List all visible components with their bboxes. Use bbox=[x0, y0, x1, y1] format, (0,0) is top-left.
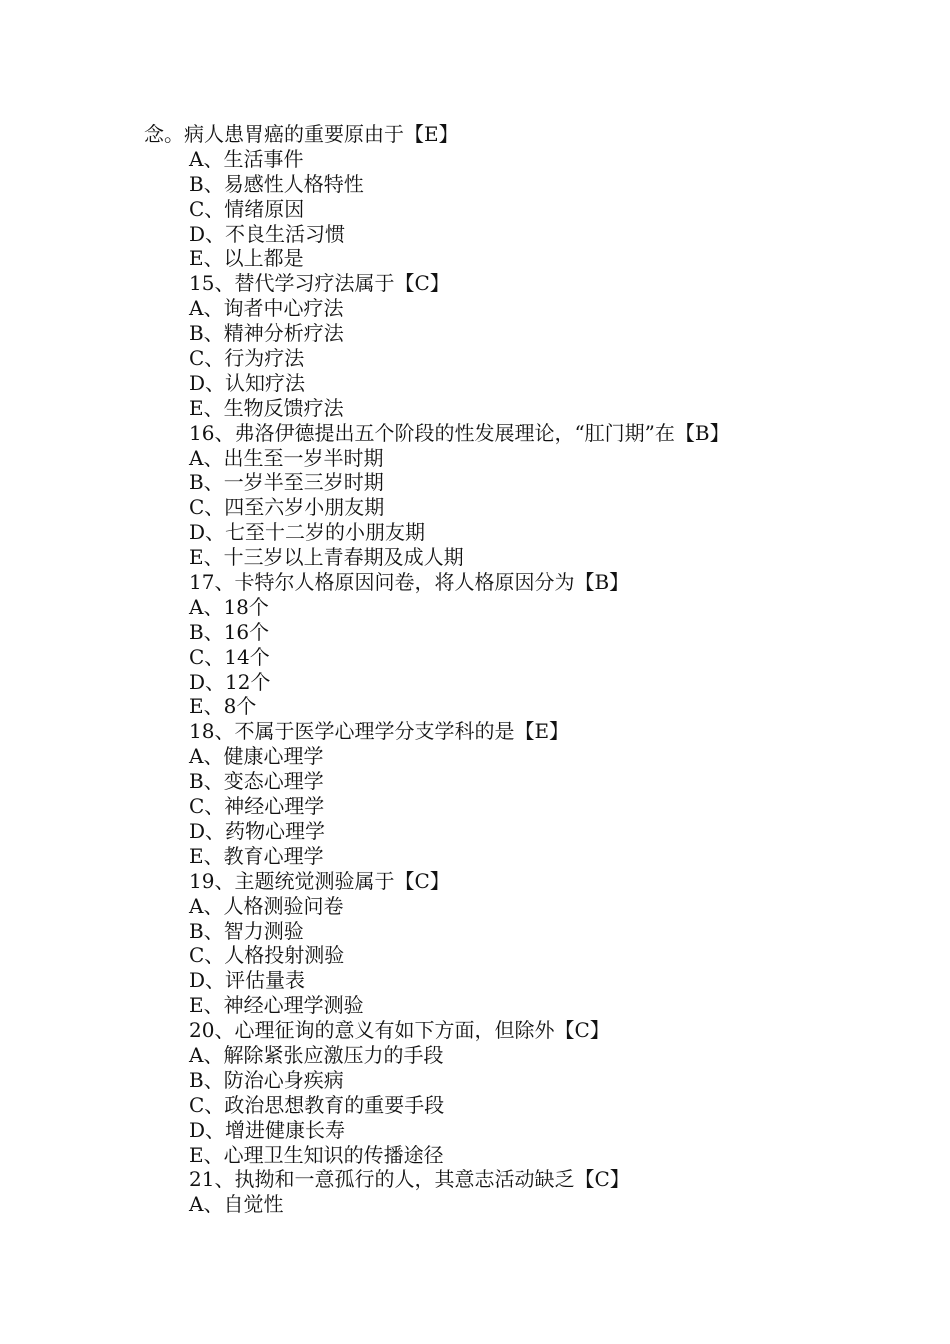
text-line: C、政治思想教育的重要手段 bbox=[189, 1092, 445, 1117]
text-line: D、不良生活习惯 bbox=[189, 221, 346, 246]
text-line: 16、弗洛伊德提出五个阶段的性发展理论，“肛门期”在【B】 bbox=[189, 420, 730, 445]
text-line: 15、替代学习疗法属于【C】 bbox=[189, 271, 450, 296]
text-line: C、行为疗法 bbox=[189, 346, 305, 371]
question-text-block bbox=[144, 122, 824, 1217]
text-line: E、十三岁以上青春期及成人期 bbox=[189, 545, 464, 570]
text-line: A、解除紧张应激压力的手段 bbox=[189, 1042, 444, 1067]
text-line: 19、主题统觉测验属于【C】 bbox=[189, 868, 450, 893]
text-line: E、生物反馈疗法 bbox=[189, 395, 344, 420]
text-line: B、易感性人格特性 bbox=[189, 171, 364, 196]
text-line: 18、不属于医学心理学分支学科的是【E】 bbox=[189, 719, 570, 744]
text-line: D、评估量表 bbox=[189, 968, 306, 993]
text-line: C、神经心理学 bbox=[189, 794, 325, 819]
text-line: 17、卡特尔人格原因问卷，将人格原因分为【B】 bbox=[189, 570, 630, 595]
text-line: 20、心理征询的意义有如下方面，但除外【C】 bbox=[189, 1018, 610, 1043]
text-line: C、人格投射测验 bbox=[189, 943, 345, 968]
text-line: A、询者中心疗法 bbox=[189, 296, 344, 321]
text-line: C、14个 bbox=[189, 644, 270, 669]
text-line: A、人格测验问卷 bbox=[189, 893, 344, 918]
text-line: E、心理卫生知识的传播途径 bbox=[189, 1142, 444, 1167]
text-line: D、增进健康长寿 bbox=[189, 1117, 346, 1142]
text-line: D、药物心理学 bbox=[189, 818, 326, 843]
text-line: B、防治心身疾病 bbox=[189, 1067, 344, 1092]
text-line: B、智力测验 bbox=[189, 918, 304, 943]
text-line: A、健康心理学 bbox=[189, 744, 324, 769]
text-line: 念。病人患胃癌的重要原由于【E】 bbox=[144, 122, 459, 146]
text-line: D、12个 bbox=[189, 669, 271, 694]
text-line: E、以上都是 bbox=[189, 246, 304, 271]
text-line: E、神经心理学测验 bbox=[189, 993, 364, 1018]
text-line: B、精神分析疗法 bbox=[189, 321, 344, 346]
text-line: E、8个 bbox=[189, 694, 257, 719]
text-line: C、四至六岁小朋友期 bbox=[189, 495, 385, 520]
text-line: C、情绪原因 bbox=[189, 196, 305, 221]
text-line: B、变态心理学 bbox=[189, 769, 324, 794]
text-line: A、18个 bbox=[189, 594, 269, 619]
text-line: A、自觉性 bbox=[189, 1192, 284, 1217]
text-line: A、出生至一岁半时期 bbox=[189, 445, 384, 470]
text-line: B、一岁半至三岁时期 bbox=[189, 470, 384, 495]
text-line: A、生活事件 bbox=[189, 146, 304, 171]
text-line: E、教育心理学 bbox=[189, 843, 324, 868]
text-line: B、16个 bbox=[189, 619, 270, 644]
text-line: 21、执拗和一意孤行的人，其意志活动缺乏【C】 bbox=[189, 1167, 630, 1192]
text-line: D、七至十二岁的小朋友期 bbox=[189, 520, 426, 545]
text-line: D、认知疗法 bbox=[189, 370, 306, 395]
